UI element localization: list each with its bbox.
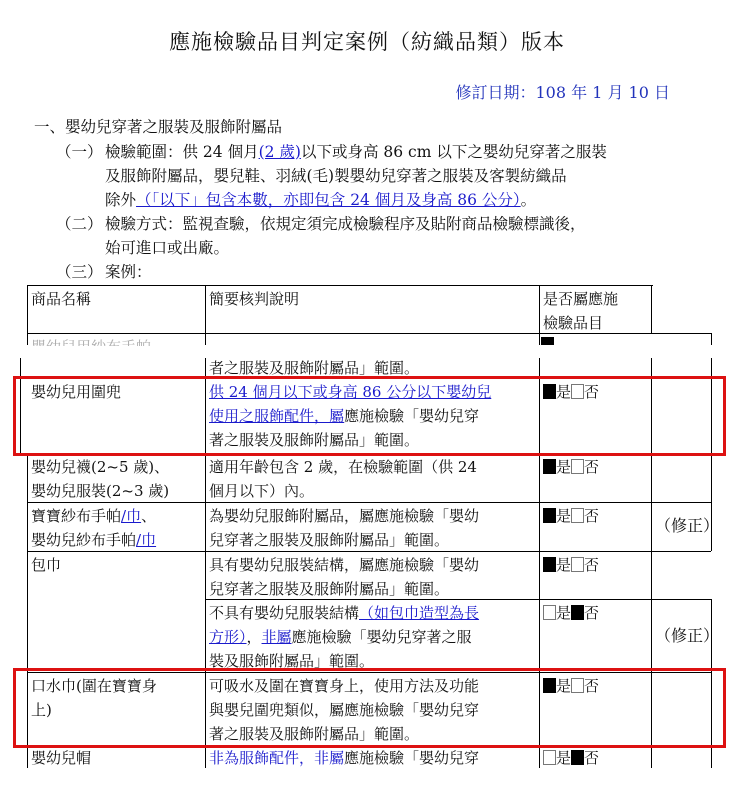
- checkbox-no-checked: [571, 605, 584, 620]
- product-name-2: 上): [31, 701, 52, 719]
- desc-line-2: [206, 624, 475, 651]
- except-text: 除外: [105, 191, 137, 209]
- item-1-label: （一）: [56, 143, 103, 161]
- yes-label: 是: [556, 383, 572, 401]
- desc-comma: ，: [246, 628, 262, 646]
- yes-label: 是: [556, 507, 572, 525]
- header-product-name: 商品名稱: [31, 290, 92, 308]
- desc-text: 不具有嬰幼兒服裝結構: [209, 604, 360, 622]
- desc-line-1: 適用年齡包含 2 歲，在檢驗範圍（供 24: [209, 458, 477, 476]
- product-name: 嬰幼兒帽: [31, 749, 92, 767]
- checkbox-yes-checked-partial: [541, 337, 554, 345]
- product-name-2: 嬰幼兒服裝(2~3 歲): [31, 482, 170, 500]
- document-title: 應施檢驗品目判定案例（紡織品類）版本: [169, 30, 565, 54]
- scope-text-cont: 以下或身高 86 cm 以下之嬰幼兒穿著之服裝: [300, 143, 607, 161]
- desc-text: 應施檢驗「嬰幼兒穿: [344, 407, 480, 425]
- scope-text: 檢驗範圍：供 24 個月: [105, 143, 259, 161]
- regulated-choice: [540, 745, 602, 768]
- name-link[interactable]: /巾: [136, 531, 157, 549]
- product-name: 嬰幼兒用圍兜: [31, 383, 122, 401]
- no-label: 否: [584, 749, 600, 767]
- item-1-line-2: 及服飾附屬品，嬰兒鞋、羽絨(毛)製嬰幼兒穿著之服裝及客製紡織品: [105, 167, 567, 185]
- yes-label: 是: [556, 556, 572, 574]
- desc-link-not-regulated[interactable]: 非屬: [261, 628, 292, 646]
- desc-text: 應施檢驗「嬰幼兒穿著之服: [291, 628, 472, 646]
- desc-line-1: [206, 600, 482, 627]
- product-name: 口水巾(圍在寶寶身: [31, 677, 157, 695]
- desc-line-3: 著之服裝及服飾附屬品」範圍。: [209, 725, 420, 743]
- revision-note: （修正）: [655, 626, 720, 645]
- revision-note: （修正）: [655, 516, 720, 535]
- checkbox-no-unchecked: [571, 459, 584, 474]
- checkbox-no-checked: [571, 750, 584, 765]
- checkbox-no-unchecked: [571, 508, 584, 523]
- product-name: 嬰幼兒襪(2~5 歲)、: [31, 458, 170, 476]
- checkbox-yes-unchecked: [543, 605, 556, 620]
- header-description: 簡要核判說明: [209, 290, 300, 308]
- section-heading: 一、嬰幼兒穿著之服裝及服飾附屬品: [34, 118, 283, 136]
- regulated-choice: [540, 454, 602, 481]
- revision-date: 修訂日期：108 年 1 月 10 日: [455, 83, 670, 102]
- yes-label: 是: [556, 749, 572, 767]
- item-2-line-1: 檢驗方式：監視查驗，依規定須完成檢驗程序及貼附商品檢驗標識後，: [105, 215, 586, 233]
- checkbox-no-unchecked: [571, 557, 584, 572]
- yes-label: 是: [556, 458, 572, 476]
- regulated-choice: [540, 503, 602, 530]
- item-2-line-2: 始可進口或出廠。: [105, 239, 230, 257]
- product-name: 包巾: [31, 556, 62, 574]
- age-link[interactable]: (2 歲): [258, 143, 301, 161]
- checkbox-yes-checked: [543, 557, 556, 572]
- name-text: 寶寶紗布手帕: [31, 507, 122, 525]
- desc-text: 應施檢驗「嬰幼兒穿: [344, 749, 480, 767]
- desc-link[interactable]: （如包巾造型為長: [359, 604, 480, 622]
- yes-label: 是: [556, 677, 572, 695]
- header-regulated: 是否屬應施: [543, 290, 619, 308]
- desc-line-2: 兒穿著之服裝及服飾附屬品」範圍。: [209, 580, 450, 598]
- desc-line-2: 兒穿著之服裝及服飾附屬品」範圍。: [209, 531, 450, 549]
- desc-line-3: 裝及服飾附屬品」範圍。: [209, 652, 375, 670]
- no-label: 否: [584, 507, 600, 525]
- desc-link-not-accessory[interactable]: 非為服飾配件，非屬: [209, 749, 345, 767]
- desc-line-3: 著之服裝及服飾附屬品」範圍。: [209, 431, 420, 449]
- name-sep: 、: [141, 507, 157, 525]
- product-name-2: [28, 527, 159, 554]
- partial-row-name: [28, 334, 154, 345]
- name-link[interactable]: /巾: [121, 507, 142, 525]
- no-label: 否: [584, 556, 600, 574]
- inclusive-note-link[interactable]: （「以下」包含本數，亦即包含 24 個月及身高 86 公分）: [136, 191, 521, 209]
- checkbox-yes-unchecked: [543, 750, 556, 765]
- no-label: 否: [584, 458, 600, 476]
- item-1-line-1: [105, 140, 607, 165]
- no-label: 否: [584, 677, 600, 695]
- item-3-label: （三）: [56, 263, 103, 281]
- no-label: 否: [584, 383, 600, 401]
- header-regulated-2: 檢驗品目: [543, 314, 604, 332]
- desc-line-1: 具有嬰幼兒服裝結構，屬應施檢驗「嬰幼: [209, 556, 480, 574]
- page-clip: [0, 768, 734, 800]
- regulated-choice: [540, 600, 602, 627]
- product-name: [28, 503, 159, 530]
- desc-line-2: 個月以下）內。: [209, 482, 315, 500]
- checkbox-yes-checked: [543, 459, 556, 474]
- desc-link[interactable]: 方形）: [209, 628, 247, 646]
- desc-line-1: [206, 745, 482, 768]
- highlight-box-drool-towel: [13, 668, 726, 748]
- continuation-text: 者之服裝及服飾附屬品」範圍。: [209, 359, 420, 377]
- checkbox-yes-checked: [543, 508, 556, 523]
- desc-link-line-1[interactable]: 供 24 個月以下或身高 86 公分以下嬰幼兒: [209, 383, 492, 401]
- no-label: 否: [584, 604, 600, 622]
- item-2-label: （二）: [56, 215, 103, 233]
- item-3-line-1: 案例：: [105, 263, 152, 281]
- name-text: 嬰幼兒紗布手帕: [31, 531, 137, 549]
- regulated-choice: [540, 552, 602, 579]
- highlight-box-bib: [13, 376, 726, 456]
- period: 。: [520, 191, 537, 209]
- desc-line-1: 為嬰幼兒服飾附屬品，屬應施檢驗「嬰幼: [209, 507, 480, 525]
- item-1-line-3: [105, 188, 536, 213]
- desc-line-2: 與嬰兒圍兜類似，屬應施檢驗「嬰幼兒穿: [209, 701, 480, 719]
- desc-line-1: 可吸水及圍在寶寶身上，使用方法及功能: [209, 677, 480, 695]
- yes-label: 是: [556, 604, 572, 622]
- desc-link-line-2[interactable]: 使用之服飾配件，屬: [209, 407, 345, 425]
